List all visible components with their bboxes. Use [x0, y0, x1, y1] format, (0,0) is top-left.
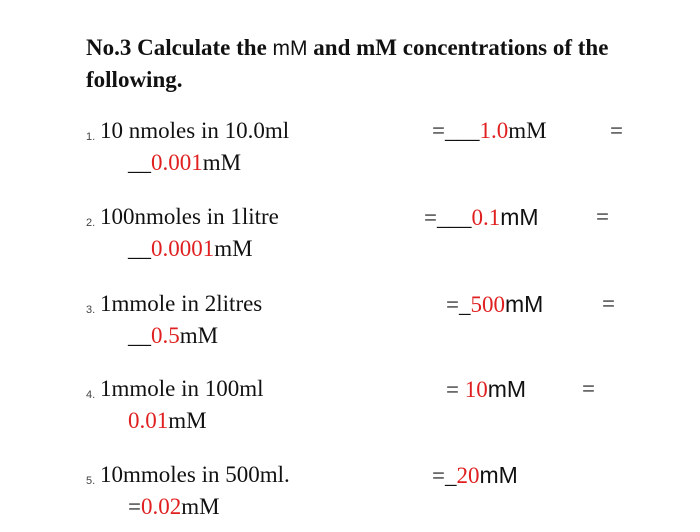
result-unit: mM [508, 118, 547, 143]
result-unit: mM [500, 204, 539, 230]
second-value: 0.001 [151, 150, 203, 175]
item-question: 10 nmoles in 10.0ml [100, 118, 290, 143]
equals-sign: = [602, 291, 615, 316]
title-part2: and mM concentrations of the following. [86, 35, 609, 92]
second-value: 0.02 [140, 494, 182, 519]
second-value: 0.01 [128, 408, 169, 433]
second-unit: mM [214, 236, 253, 261]
item-number: 5. [86, 475, 96, 487]
item-result [432, 118, 547, 144]
item-number: 2. [86, 217, 96, 229]
second-unit: mM [179, 323, 219, 348]
title-part1: No.3 Calculate the [86, 35, 273, 60]
item-second-answer [128, 236, 253, 262]
problem-item-5 [0, 462, 700, 532]
result-unit: mM [487, 376, 527, 402]
result-value: 0.1 [471, 205, 501, 230]
problem-item-2 [0, 204, 700, 274]
item-second-answer [128, 494, 220, 520]
equals-sign: = [582, 376, 595, 401]
item-question: 100nmoles in 1litre [100, 204, 279, 229]
result-prefix: =___ [432, 118, 480, 143]
result-value: 20 [456, 463, 480, 488]
equals-sign: = [610, 118, 623, 143]
item-result [424, 204, 539, 231]
second-value: 0.5 [151, 323, 180, 348]
item-number: 1. [86, 131, 96, 143]
result-prefix: = [446, 377, 465, 402]
problem-item-1 [0, 118, 700, 188]
result-prefix: =___ [424, 205, 472, 230]
result-unit: mM [504, 291, 544, 317]
result-prefix: =_ [432, 463, 457, 488]
item-result [432, 462, 518, 489]
second-prefix: = [128, 494, 141, 519]
problem-item-3 [0, 291, 700, 361]
result-value: 500 [470, 292, 505, 317]
second-unit: mM [202, 150, 242, 175]
item-question: 1mmole in 2litres [100, 291, 263, 316]
result-prefix: =_ [446, 292, 471, 317]
item-number: 4. [86, 389, 96, 401]
second-unit: mM [181, 494, 220, 519]
item-question: 10mmoles in 500ml. [100, 462, 290, 487]
second-prefix: __ [128, 323, 151, 348]
result-unit: mM [479, 462, 518, 488]
second-value: 0.0001 [151, 236, 215, 261]
second-unit: mM [168, 408, 207, 433]
item-second-answer [128, 408, 207, 434]
item-result [446, 376, 526, 403]
result-value: 1.0 [479, 118, 509, 143]
equals-sign: = [596, 204, 609, 229]
second-prefix: __ [128, 150, 151, 175]
title-unit-sans: mM [272, 37, 308, 60]
item-result [446, 291, 543, 318]
result-value: 10 [464, 377, 488, 402]
item-second-answer [128, 150, 241, 176]
item-number: 3. [86, 304, 96, 316]
item-question: 1mmole in 100ml [100, 376, 264, 401]
second-prefix: __ [128, 236, 151, 261]
problem-item-4 [0, 376, 700, 446]
item-second-answer [128, 323, 218, 349]
question-title [86, 32, 646, 95]
